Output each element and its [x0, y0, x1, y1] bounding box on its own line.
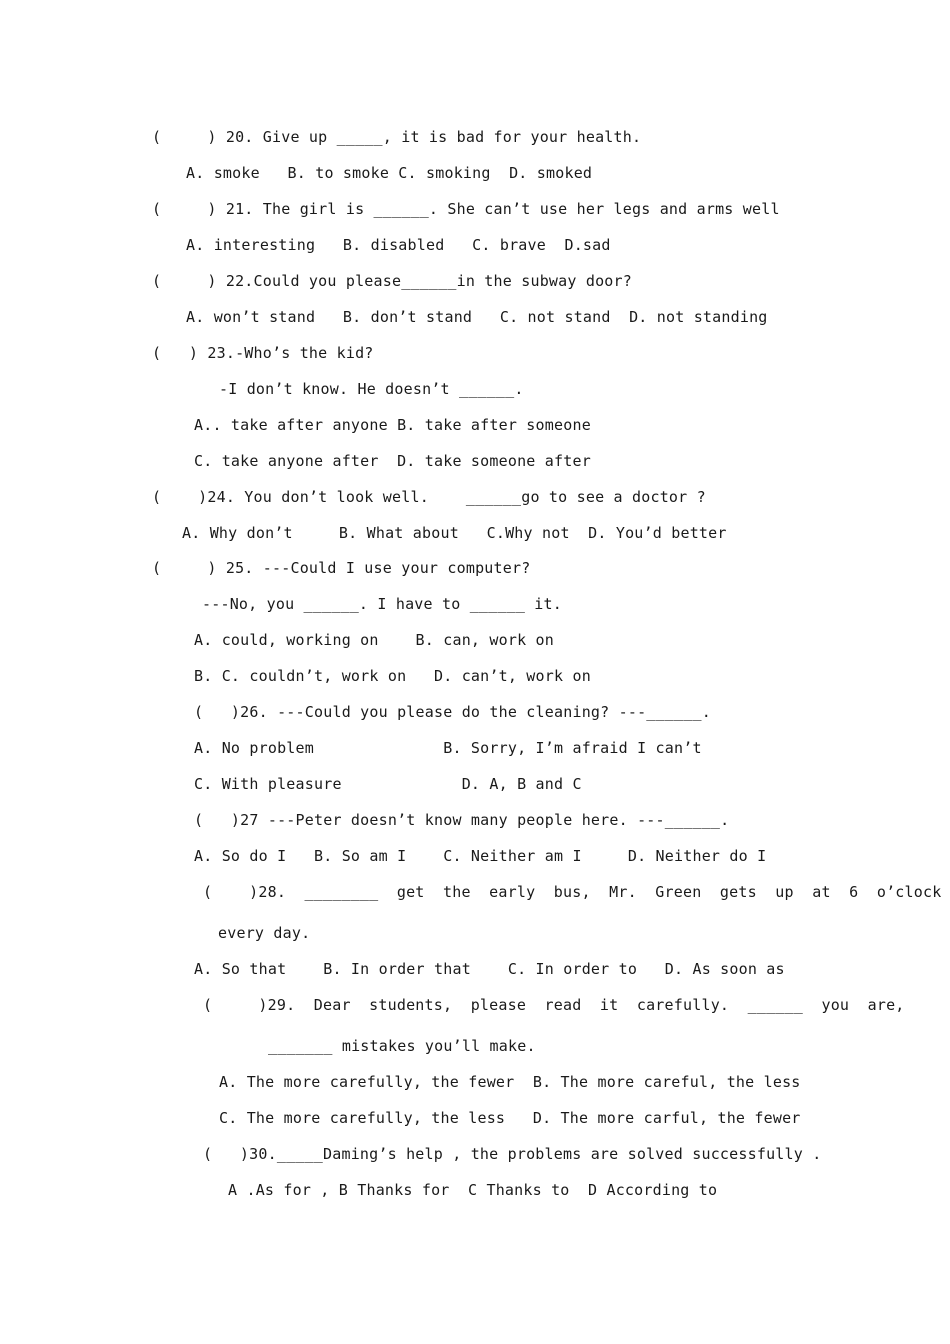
q29-stem: ( )29. Dear students, please read it carefully. ______ you are,	[203, 996, 905, 1014]
q29-options-1: A. The more carefully, the fewer B. The more careful, the less	[219, 1073, 801, 1091]
q30-options: A .As for , B Thanks for C Thanks to D According to	[228, 1181, 718, 1199]
q28-options: A. So that B. In order that C. In order to D. As soon as	[194, 960, 785, 978]
q23-options-2: C. take anyone after D. take someone after	[194, 452, 591, 470]
q29-options-2: C. The more carefully, the less D. The more carful, the fewer	[219, 1109, 801, 1127]
q25-stem: ( ) 25. ---Could I use your computer?	[152, 559, 531, 577]
q21-options: A. interesting B. disabled C. brave D.sad	[186, 236, 611, 254]
q28-continuation: every day.	[218, 924, 311, 942]
q23-continuation: -I don’t know. He doesn’t ______.	[219, 380, 524, 398]
q26-options-1: A. No problem B. Sorry, I’m afraid I can’t	[194, 739, 702, 757]
q30-stem: ( )30._____Daming’s help , the problems are solved successfully .	[203, 1145, 822, 1163]
q26-options-2: C. With pleasure D. A, B and C	[194, 775, 582, 793]
q28-stem: ( )28. ________ get the early bus, Mr. Green gets up at 6 o’clock	[203, 883, 942, 901]
q24-stem: ( )24. You don’t look well. ______go to see a doctor ?	[152, 488, 706, 506]
q29-continuation: _______ mistakes you’ll make.	[268, 1037, 536, 1055]
q26-stem: ( )26. ---Could you please do the cleaning? ---______.	[194, 703, 711, 721]
q23-options-1: A.. take after anyone B. take after someone	[194, 416, 591, 434]
q24-options: A. Why don’t B. What about C.Why not D. You’d better	[182, 524, 727, 542]
q20-options: A. smoke B. to smoke C. smoking D. smoked	[186, 164, 593, 182]
q27-options: A. So do I B. So am I C. Neither am I D. Neither do I	[194, 847, 767, 865]
q25-options-1: A. could, working on B. can, work on	[194, 631, 554, 649]
q20-stem: ( ) 20. Give up _____, it is bad for your health.	[152, 128, 642, 146]
q22-options: A. won’t stand B. don’t stand C. not stand D. not standing	[186, 308, 768, 326]
q27-stem: ( )27 ---Peter doesn’t know many people here. ---______.	[194, 811, 730, 829]
q23-stem: ( ) 23.-Who’s the kid?	[152, 344, 374, 362]
q21-stem: ( ) 21. The girl is ______. She can’t use her legs and arms well	[152, 200, 780, 218]
q22-stem: ( ) 22.Could you please______in the subway door?	[152, 272, 632, 290]
q25-options-2: B. C. couldn’t, work on D. can’t, work on	[194, 667, 591, 685]
q25-continuation: ---No, you ______. I have to ______ it.	[202, 595, 562, 613]
